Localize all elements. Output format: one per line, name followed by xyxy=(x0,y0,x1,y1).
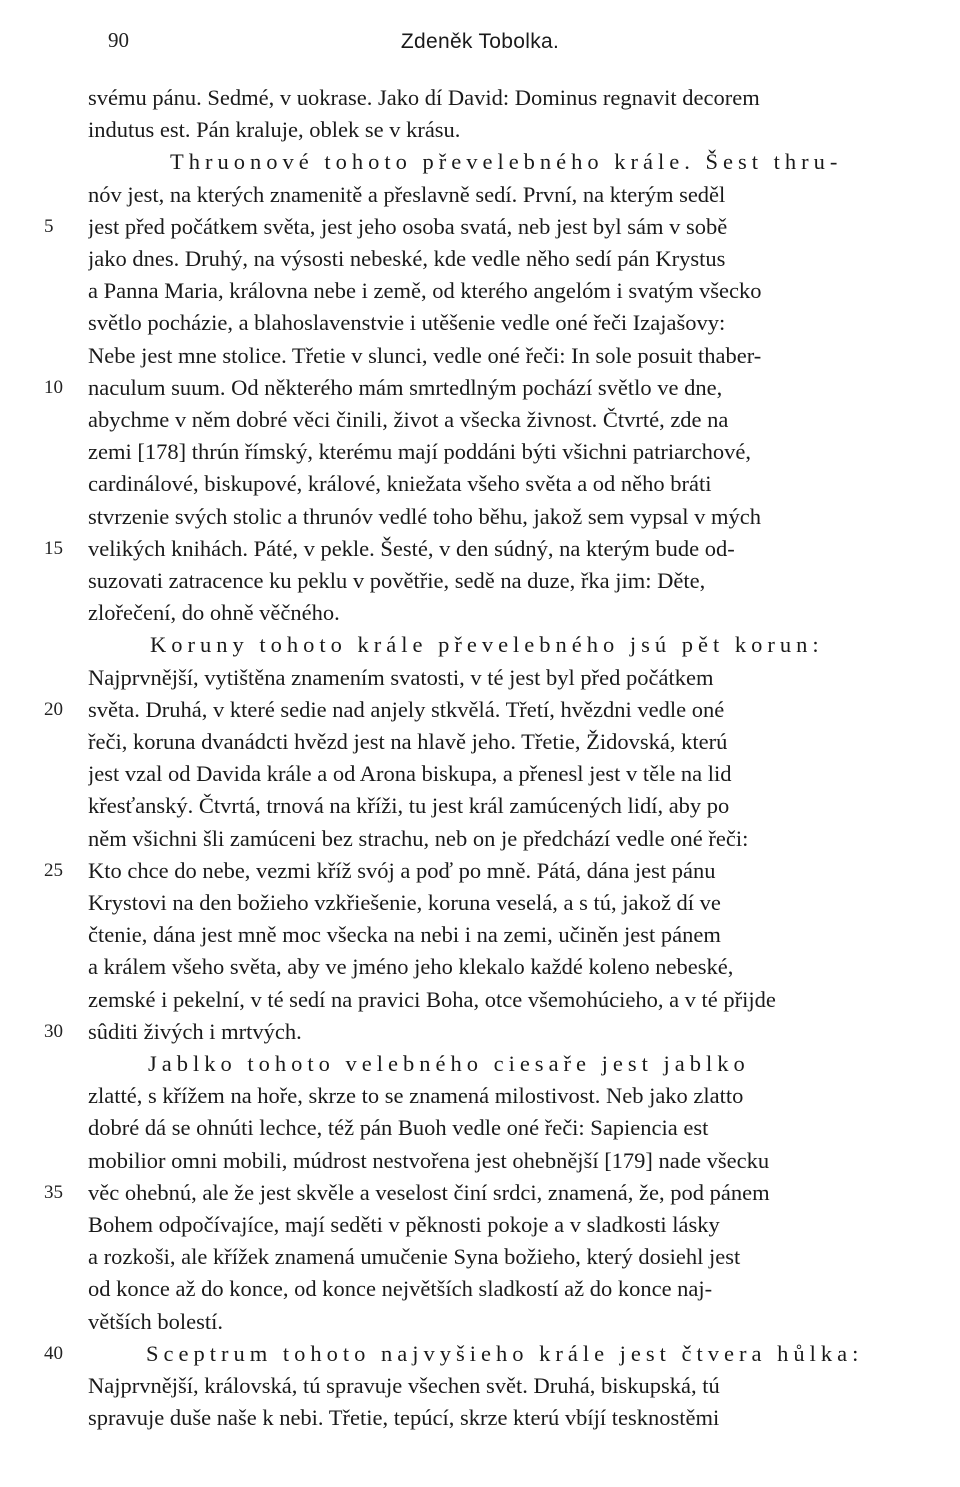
text-line: svému pánu. Sedmé, v uokrase. Jako dí David: Dominus regnavit decorem xyxy=(88,85,760,110)
running-head: Zdeněk Tobolka. xyxy=(400,30,560,53)
text-line: jako dnes. Druhý, na výsosti nebeské, kde vedle něho sedí pán Krystus xyxy=(88,246,726,271)
text-line: abychme v něm dobré věci činili, život a všecka živnost. Čtvrté, zde na xyxy=(88,407,729,432)
text-line: indutus est. Pán kraluje, oblek se v krásu. xyxy=(88,117,461,143)
text-line: od konce až do konce, od konce největších sladkostí až do konce naj- xyxy=(88,1276,713,1302)
text-line: velikých knihách. Páté, v pekle. Šesté, v den súdný, na kterým bude od- xyxy=(88,535,735,561)
text-line: Kto chce do nebe, vezmi kříž svój a poď po mně. Pátá, dána jest pánu xyxy=(88,857,716,883)
text-line: Thruonové tohoto převelebného krále. Šest thru- xyxy=(170,149,843,175)
line-number: 5 xyxy=(44,215,54,237)
line-number: 15 xyxy=(44,537,63,559)
text-line: zemské i pekelní, v té sedí na pravici Boha, otce všemohúcieho, a v té přijde xyxy=(88,986,776,1012)
text-line: zlořečení, do ohně věčného. xyxy=(88,600,340,626)
text-line: a rozkoši, ale křížek znamená umučenie Syna božieho, který dosiehl jest xyxy=(88,1244,741,1270)
text-line: Koruny tohoto krále převelebného jsú pět korun: xyxy=(150,632,824,658)
line-number: 10 xyxy=(44,376,63,398)
text-line: světa. Druhá, v které sedie nad anjely stkvělá. Třetí, hvězdni vedle oné xyxy=(88,696,725,722)
text-line: spravuje duše naše k nebi. Třetie, tepúcí, skrze kterú vbíjí tesknostěmi xyxy=(88,1405,720,1431)
text-line: mobilior omni mobili, múdrost nestvořena jest ohebnější [179] nade všecku xyxy=(88,1147,770,1173)
line-number: 40 xyxy=(44,1342,63,1364)
text-line: Sceptrum tohoto najvyšieho krále jest čtvera hůlka: xyxy=(146,1340,864,1366)
text-line: Jablko tohoto velebného ciesaře jest jablko xyxy=(148,1051,750,1076)
text-line: Bohem odpočívajíce, mají seděti v pěknosti pokoje a v sladkosti lásky xyxy=(88,1212,720,1237)
text-line: naculum suum. Od některého mám smrtedlným pochází světlo ve dne, xyxy=(88,374,723,400)
text-line: jest před počátkem světa, jest jeho osoba svatá, neb jest byl sám v sobě xyxy=(88,213,728,239)
text-line: věc ohebnú, ale že jest skvěle a veselost činí srdci, znamená, že, pod pánem xyxy=(88,1179,770,1205)
text-line: větších bolestí. xyxy=(88,1308,223,1334)
line-number: 35 xyxy=(44,1181,63,1203)
text-line: řeči, koruna dvanádcti hvězd jest na hlavě jeho. Třetie, Židovská, kterú xyxy=(88,729,728,754)
text-line: nóv jest, na kterých znamenitě a přeslavně sedí. První, na kterým seděl xyxy=(88,181,726,207)
text-line: zemi [178] thrún římský, kterému mají poddáni býti všichni patriarchové, xyxy=(88,439,751,465)
text-line: Krystovi na den božieho vzkřiešenie, koruna veselá, a s tú, jakož dí ve xyxy=(88,890,721,915)
text-line: a králem všeho světa, aby ve jméno jeho klekalo každé koleno nebeské, xyxy=(88,954,734,980)
text-line: cardinálové, biskupové, králové, kniežata všeho světa a od něho bráti xyxy=(88,471,712,497)
text-line: něm všichni šli zamúceni bez strachu, neb on je předchází vedle oné řeči: xyxy=(88,825,749,851)
text-line: zlatté, s křížem na hoře, skrze to se znamená milostivost. Neb jako zlatto xyxy=(88,1083,744,1109)
text-line: jest vzal od Davida krále a od Arona biskupa, a přenesl jest v těle na lid xyxy=(88,761,732,787)
text-line: čtenie, dána jest mně moc všecka na nebi i na zemi, učiněn jest pánem xyxy=(88,922,721,948)
text-line: světlo pocházie, a blahoslavenstvie i utěšenie vedle oné řeči Izajašovy: xyxy=(88,310,726,336)
text-line: Nebe jest mne stolice. Třetie v slunci, vedle oné řeči: In sole posuit thaber- xyxy=(88,342,762,368)
text-line: dobré dá se ohnúti lechce, též pán Buoh vedle oné řeči: Sapiencia est xyxy=(88,1115,709,1141)
text-line: sûditi živých i mrtvých. xyxy=(88,1018,302,1044)
text-line: a Panna Maria, královna nebe i země, od kterého angelóm i svatým všecko xyxy=(88,278,762,304)
text-line: křesťanský. Čtvrtá, trnová na kříži, tu jest král zamúcených lidí, aby po xyxy=(88,793,730,819)
line-number: 30 xyxy=(44,1020,63,1042)
text-line: Najprvnější, vytištěna znamením svatosti, v té jest byl před počátkem xyxy=(88,664,714,690)
text-line: suzovati zatracence ku peklu v povětřie, sedě na duze, řka jim: Děte, xyxy=(88,568,706,593)
page-number: 90 xyxy=(108,28,129,52)
text-line: Najprvnější, královská, tú spravuje všechen svět. Druhá, biskupská, tú xyxy=(88,1373,720,1398)
text-line: stvrzenie svých stolic a thrunóv vedlé toho běhu, jakož sem vypsal v mých xyxy=(88,503,761,529)
line-number: 25 xyxy=(44,859,63,881)
line-number: 20 xyxy=(44,698,63,720)
